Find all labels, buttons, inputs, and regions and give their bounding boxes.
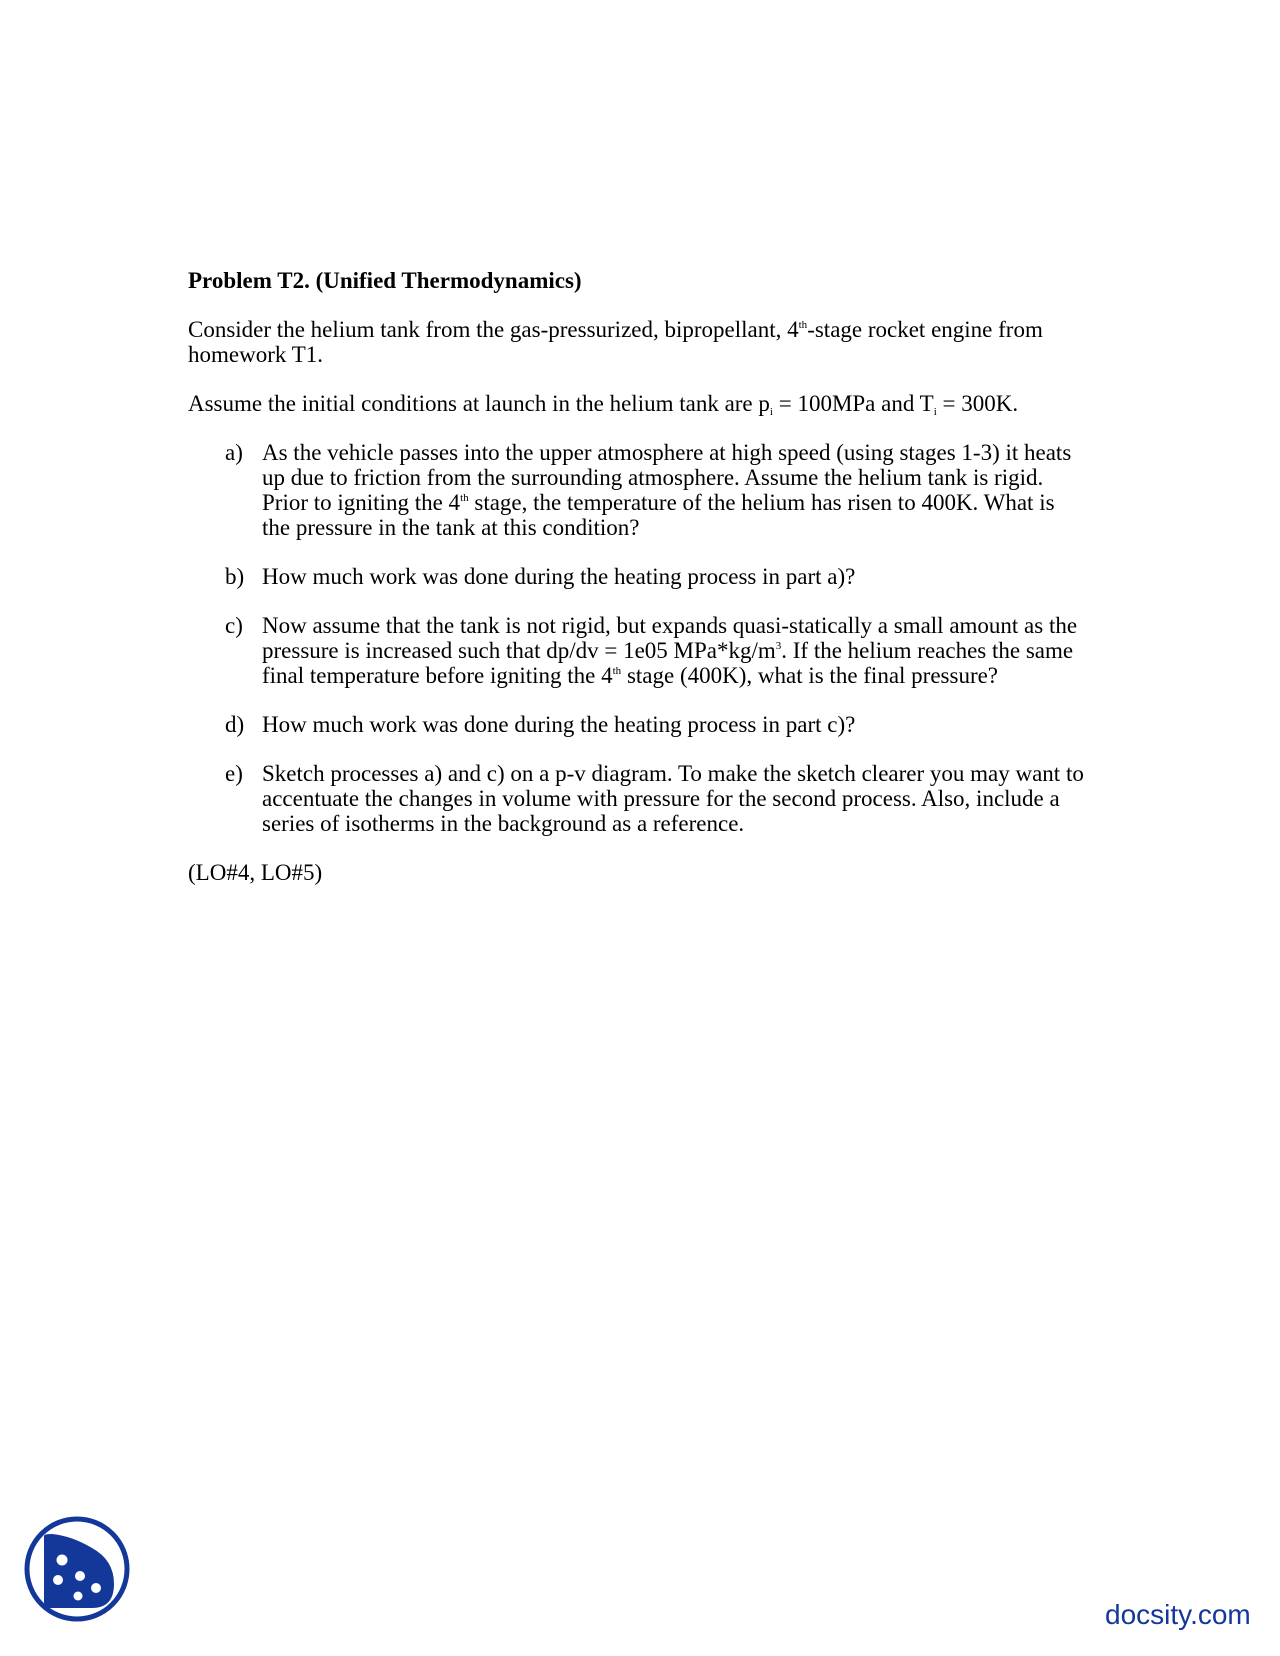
docsity-logo-icon[interactable] [22, 1514, 132, 1624]
question-a [188, 440, 1088, 540]
problem-title: Problem T2. (Unified Thermodynamics) [188, 268, 582, 293]
question-text: As the vehicle passes into the upper atmosphere at high speed (using stages 1-3) it heats up due to friction from the surrounding atmosphere. Assume the helium tank is rigid. Prior to igniting the 4th stage, the temperature of the helium has risen to 400K. What is the pressure in the tank at this condition? [262, 440, 1072, 540]
question-marker: d) [225, 712, 245, 737]
question-list [188, 440, 1088, 836]
question-e [188, 761, 1088, 836]
question-b [188, 564, 1088, 589]
problem-content [188, 268, 1088, 909]
intro-paragraph: Consider the helium tank from the gas-pressurized, bipropellant, 4th-stage rocket engine from homework T1. [188, 317, 1043, 367]
learning-objectives-note: (LO#4, LO#5) [188, 860, 323, 885]
question-text: Now assume that the tank is not rigid, but expands quasi-statically a small amount as the pressure is increased such that dp/dv = 1e05 $MPa*kg/m^3$. If the helium reaches the same final temperature before igniting the 4th stage (400K), what is the final pressure? [262, 613, 1078, 688]
question-marker: b) [225, 564, 245, 589]
initial-conditions-paragraph: Assume the initial conditions at launch in the helium tank are $p_i = 100MPa$ and $T_i = 300K$. [188, 391, 1019, 418]
question-text: How much work was done during the heating process in part c)? [262, 712, 856, 737]
question-marker: c) [225, 613, 243, 638]
docsity-brand-link[interactable]: docsity.com [1105, 1599, 1251, 1630]
question-d [188, 712, 1088, 737]
question-marker: e) [225, 761, 243, 786]
question-text: How much work was done during the heating process in part a)? [262, 564, 856, 589]
question-text: Sketch processes a) and c) on a p-v diagram. To make the sketch clearer you may want to accentuate the changes in volume with pressure for the second process. Also, include a series of isotherms in the background as a reference. [262, 761, 1084, 836]
question-marker: a) [225, 440, 243, 465]
question-c [188, 613, 1088, 688]
